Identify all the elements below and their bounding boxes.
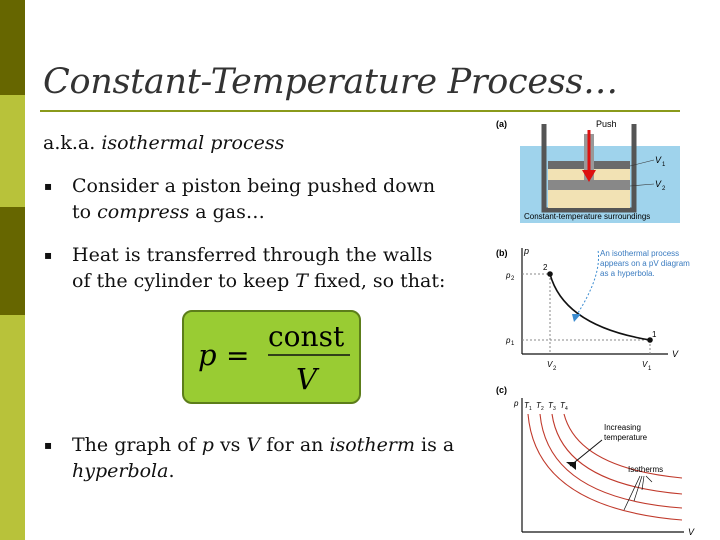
equation-equals: = [226, 339, 250, 372]
state-point-2 [547, 271, 553, 277]
sidebar-dark-block [0, 0, 25, 95]
temp-subscript: 3 [553, 406, 556, 412]
isotherms-pointer [642, 476, 644, 490]
temp-label-t3: T [548, 401, 553, 410]
bullet-marker: ▪ [44, 179, 53, 193]
equation-svg [184, 312, 359, 402]
bullet-line: Heat is transferred through the walls [72, 244, 433, 266]
bullet-text: vs [219, 434, 241, 456]
panel-b-label: (b) [496, 248, 508, 258]
note-pointer [576, 250, 599, 316]
isotherms-pointer [624, 476, 640, 510]
sidebar-dark-block [0, 207, 25, 315]
temp-subscript: 1 [529, 406, 532, 412]
bullet-text: fixed, so that: [314, 270, 446, 292]
temp-label-t4: T [560, 401, 565, 410]
title-underline [40, 110, 680, 112]
bullet-line [72, 268, 482, 294]
v1-label: V [655, 155, 662, 165]
p-axis-label: p [514, 399, 519, 408]
equation-denominator: V [296, 362, 317, 396]
panel-c-isotherms [496, 385, 695, 536]
temp-label-t2: T [536, 401, 541, 410]
bullet-line [72, 432, 482, 458]
v1-subscript: 1 [662, 162, 666, 168]
bullet-emphasis: hyperbola [72, 460, 169, 482]
v-axis-label: V [688, 527, 695, 536]
bullet-marker: ▪ [44, 438, 53, 452]
V2-label: V [547, 360, 553, 369]
subtitle-term: isothermal process [101, 132, 285, 154]
sidebar-decoration [0, 0, 25, 540]
bullet-text: a gas… [195, 201, 265, 223]
state-1-label: 1 [652, 330, 657, 339]
panel-b-pv-diagram [496, 246, 690, 372]
bullet-emphasis: compress [97, 201, 190, 223]
v-axis-label: V [672, 349, 679, 359]
bullet-emphasis: p [201, 434, 214, 456]
p-axis-label: p [524, 246, 530, 256]
temp-subscript: 2 [541, 406, 544, 412]
increasing-label-line2: temperature [604, 433, 648, 442]
panel-c-label: (c) [496, 385, 507, 395]
V2-subscript: 2 [553, 366, 557, 372]
slide-title: Constant-Temperature Process… [43, 62, 618, 102]
equation-box [182, 310, 361, 404]
p1-label: p [506, 336, 511, 345]
note-line-1: An isothermal process [600, 249, 680, 258]
isothermal-figure [492, 116, 714, 536]
bullet-text: of the cylinder to keep [72, 270, 290, 292]
bullet-emphasis: V [246, 434, 261, 456]
panel-a-piston [496, 119, 680, 223]
equation-numerator: const [268, 320, 345, 353]
sidebar-light-block [0, 95, 25, 207]
subtitle [43, 132, 284, 154]
note-line-3: as a hyperbola. [600, 269, 655, 278]
bullet-line: Consider a piston being pushed down [72, 175, 436, 197]
bullet-text: is a [421, 434, 455, 456]
bullet-emphasis: T [295, 270, 308, 292]
p2-label: p [506, 271, 511, 280]
note-line-2: appears on a pV diagram [600, 259, 690, 268]
push-label: Push [596, 119, 617, 129]
bullet-text: The graph of [72, 434, 196, 456]
bullet-text: . [168, 460, 175, 482]
isotherm-curve [550, 274, 650, 340]
note-pointer-arrowhead [572, 314, 581, 322]
p2-subscript: 2 [511, 276, 515, 282]
sidebar-light-block [0, 315, 25, 540]
bullet-line [72, 458, 482, 484]
bullet-line [72, 199, 482, 225]
v2-label: V [655, 179, 662, 189]
v2-subscript: 2 [662, 186, 666, 192]
bullet-text: to [72, 201, 92, 223]
p1-subscript: 1 [511, 341, 515, 347]
isotherms-pointer [646, 476, 652, 482]
surroundings-caption: Constant-temperature surroundings [524, 212, 651, 221]
bullet-emphasis: isotherm [329, 434, 415, 456]
isotherms-label: Isotherms [628, 465, 664, 474]
bullet-text: for an [266, 434, 324, 456]
equation-lhs: p [198, 338, 217, 372]
temp-subscript: 4 [565, 406, 568, 412]
increasing-label-line1: Increasing [604, 423, 641, 432]
bullet-marker: ▪ [44, 248, 53, 262]
subtitle-prefix: a.k.a. [43, 132, 96, 154]
temp-label-t1: T [524, 401, 529, 410]
V1-label: V [642, 360, 648, 369]
increasing-arrowhead [566, 462, 576, 470]
V1-subscript: 1 [648, 366, 652, 372]
panel-a-label: (a) [496, 119, 507, 129]
state-2-label: 2 [543, 263, 548, 272]
